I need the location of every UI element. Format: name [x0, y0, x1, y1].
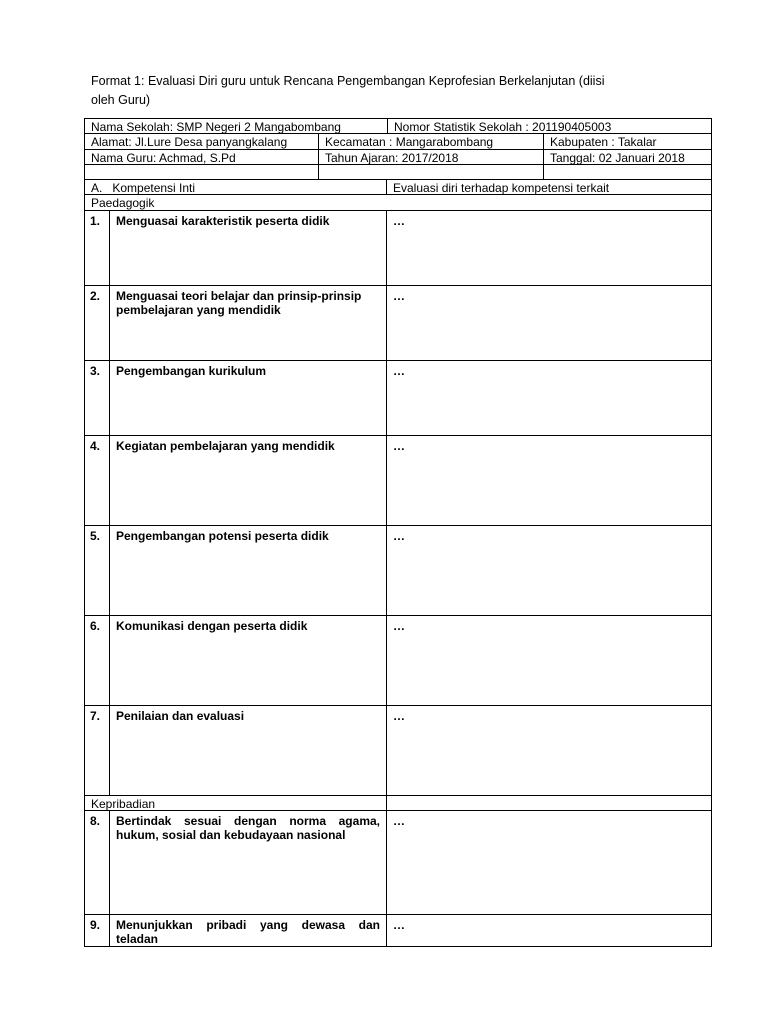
- school-info-table: [84, 118, 712, 180]
- competency-header: A. Kompetensi Inti: [91, 181, 196, 194]
- empty-cell: [85, 165, 318, 179]
- competency-row: [84, 706, 712, 796]
- item-number: 8.: [90, 814, 101, 828]
- info-row-2: [84, 134, 712, 150]
- competency-row: [84, 915, 712, 947]
- school-stat-number-cell: Nomor Statistik Sekolah : 201190405003: [387, 119, 711, 133]
- competency-row: [84, 526, 712, 616]
- school-name-cell: Nama Sekolah: SMP Negeri 2 Mangabombang: [91, 120, 341, 133]
- item-number: 3.: [90, 364, 101, 378]
- evaluation-text: …: [386, 526, 711, 615]
- evaluation-text: …: [386, 436, 711, 525]
- competency-row: [84, 811, 712, 915]
- item-number: 9.: [90, 918, 101, 932]
- competency-text: Menunjukkan pribadi yang dewasa dan teladan: [109, 915, 386, 946]
- info-row-empty: [84, 165, 712, 180]
- section-label-paedagogik: Paedagogik: [91, 196, 155, 210]
- competency-row: [84, 286, 712, 361]
- competency-header-row: [84, 179, 712, 195]
- item-number: 6.: [90, 619, 101, 633]
- competency-text: Penilaian dan evaluasi: [109, 706, 386, 795]
- section-row-kepribadian: [84, 796, 712, 811]
- evaluation-text: …: [386, 811, 711, 914]
- competency-row: [84, 361, 712, 436]
- regency-cell: Kabupaten : Takalar: [543, 134, 711, 149]
- evaluation-header: Evaluasi diri terhadap kompetensi terkait: [386, 180, 711, 194]
- empty-cell: [386, 796, 711, 810]
- info-row-3: [84, 150, 712, 165]
- evaluation-text: …: [386, 616, 711, 705]
- competency-text: Menguasai karakteristik peserta didik: [109, 211, 386, 285]
- title-line-2: oleh Guru): [91, 93, 151, 107]
- competency-text: Bertindak sesuai dengan norma agama, hukum, sosial dan kebudayaan nasional: [109, 811, 386, 914]
- competency-text: Pengembangan kurikulum: [109, 361, 386, 435]
- competency-row: [84, 436, 712, 526]
- item-number: 2.: [90, 289, 101, 303]
- district-cell: Kecamatan : Mangarabombang: [318, 134, 543, 149]
- empty-cell: [318, 165, 543, 179]
- empty-cell: [543, 165, 711, 179]
- evaluation-text: …: [386, 211, 711, 285]
- evaluation-text: …: [386, 915, 711, 946]
- evaluation-text: …: [386, 286, 711, 360]
- competency-row: [84, 211, 712, 286]
- item-number: 1.: [90, 214, 101, 228]
- item-number: 5.: [90, 529, 101, 543]
- evaluation-text: …: [386, 361, 711, 435]
- section-row-paedagogik: [84, 195, 712, 211]
- competency-text: Kegiatan pembelajaran yang mendidik: [109, 436, 386, 525]
- school-year-cell: Tahun Ajaran: 2017/2018: [318, 150, 543, 164]
- competency-text: Komunikasi dengan peserta didik: [109, 616, 386, 705]
- competency-text: Menguasai teori belajar dan prinsip-prinsip pembelajaran yang mendidik: [109, 286, 386, 360]
- info-row-1: [84, 118, 712, 134]
- date-cell: Tanggal: 02 Januari 2018: [543, 150, 711, 164]
- item-number: 7.: [90, 709, 101, 723]
- address-cell: Alamat: Jl.Lure Desa panyangkalang: [91, 135, 288, 149]
- teacher-name-cell: Nama Guru: Achmad, S.Pd: [91, 151, 236, 164]
- document-title: [91, 72, 691, 110]
- competency-row: [84, 616, 712, 706]
- item-number: 4.: [90, 439, 101, 453]
- evaluation-text: …: [386, 706, 711, 795]
- section-label-kepribadian: Kepribadian: [91, 797, 156, 810]
- competency-text: Pengembangan potensi peserta didik: [109, 526, 386, 615]
- competency-table: [84, 179, 712, 947]
- title-line-1: Format 1: Evaluasi Diri guru untuk Rencana Pengembangan Keprofesian Berkelanjutan (diisi: [91, 74, 605, 88]
